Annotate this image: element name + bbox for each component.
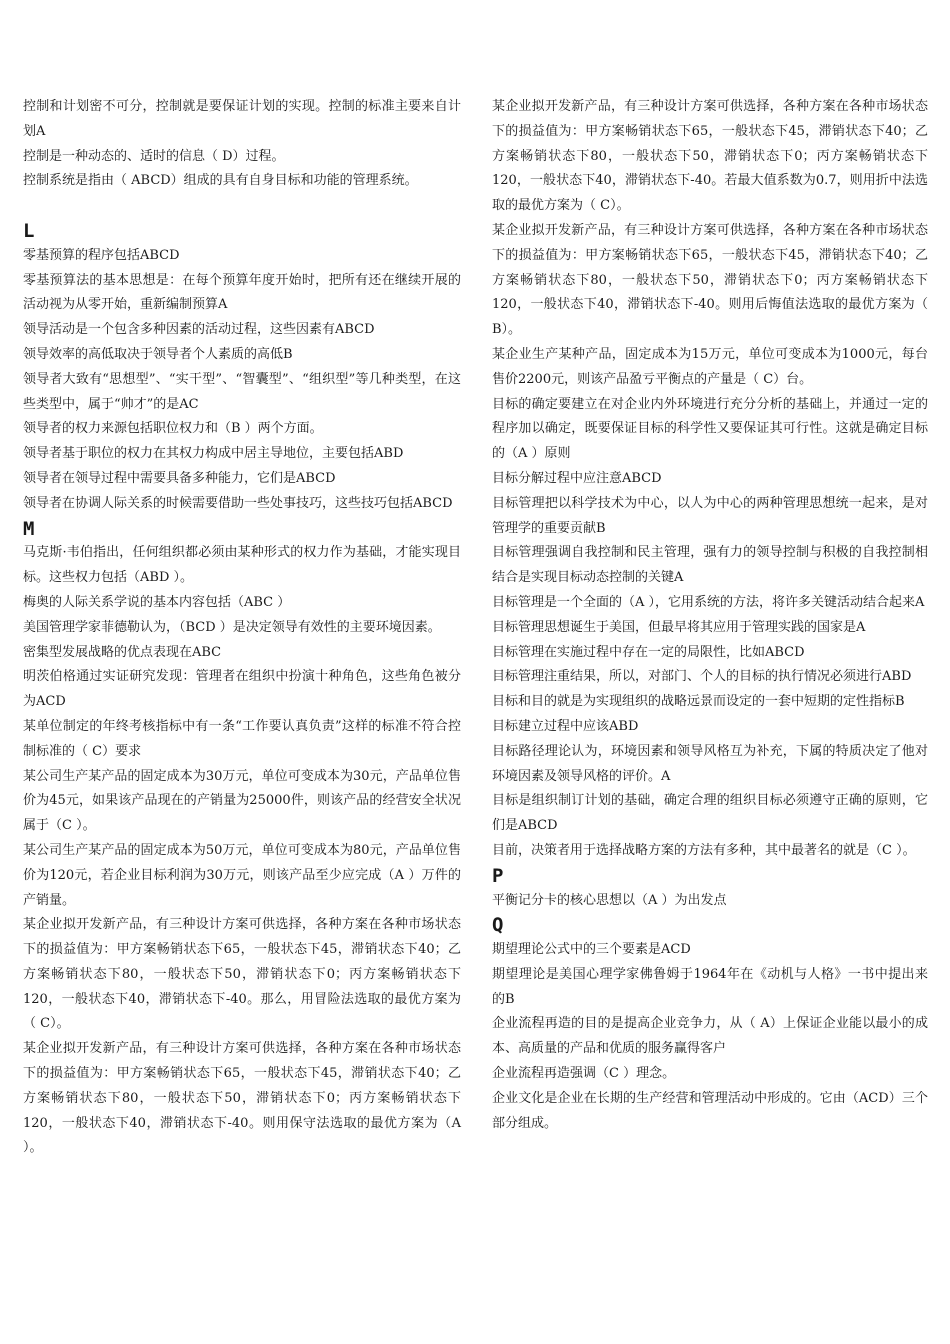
paragraph: 某企业拟开发新产品，有三种设计方案可供选择，各种方案在各种市场状态下的损益值为：甲方案畅销状态下65，一般状态下45，滞销状态下40；乙方案畅销状态下80，一般状态下50，滞销状态下0；丙方案畅销状态下120，一般状态下40，滞销状态下-40。则用后悔值法选取的最优方案为（ B）。 — [492, 222, 928, 338]
paragraph: 目标分解过程中应注意ABCD — [492, 470, 662, 486]
paragraph: 零基预算法的基本思想是：在每个预算年度开始时，把所有还在继续开展的活动视为从零开始，重新编制预算A — [23, 272, 461, 313]
paragraph: 期望理论公式中的三个要素是ACD — [492, 942, 691, 958]
paragraph: 控制系统是指由（ ABCD）组成的具有自身目标和功能的管理系统。 — [23, 173, 418, 189]
paragraph: 平衡记分卡的核心思想以（A ）为出发点 — [492, 892, 727, 908]
paragraph: 目标管理注重结果，所以，对部门、个人的目标的执行情况必须进行ABD — [492, 669, 912, 685]
paragraph: 明茨伯格通过实证研究发现：管理者在组织中扮演十种角色，这些角色被分为ACD — [23, 669, 461, 710]
paragraph: 密集型发展战略的优点表现在ABC — [23, 644, 222, 660]
section-letter-p: P — [492, 864, 504, 887]
paragraph: 零基预算的程序包括ABCD — [23, 247, 180, 263]
paragraph: 领导活动是一个包含多种因素的活动过程，这些因素有ABCD — [23, 322, 375, 338]
paragraph: 目标和目的就是为实现组织的战略远景而设定的一套中短期的定性指标B — [492, 694, 905, 710]
section-letter-l: L — [23, 219, 35, 242]
paragraph: 领导者在领导过程中需要具备多种能力，它们是ABCD — [23, 470, 336, 486]
paragraph: 梅奥的人际关系学说的基本内容包括（ABC ） — [23, 594, 291, 610]
paragraph: 目标管理思想诞生于美国，但最早将其应用于管理实践的国家是A — [492, 619, 866, 635]
paragraph: 目标建立过程中应该ABD — [492, 718, 639, 734]
paragraph: 某公司生产某产品的固定成本为50万元，单位可变成本为80元，产品单位售价为120元，若企业目标利润为30万元，则该产品至少应完成（A ）万件的产销量。 — [23, 842, 461, 908]
paragraph: 目标管理在实施过程中存在一定的局限性，比如ABCD — [492, 644, 805, 660]
paragraph: 控制和计划密不可分，控制就是要保证计划的实现。控制的标准主要来自计划A — [23, 99, 461, 139]
paragraph: 某单位制定的年终考核指标中有一条“工作要认真负责”这样的标准不符合控制标准的（ C）要求 — [23, 718, 461, 759]
left-column — [23, 95, 461, 1161]
paragraph: 领导效率的高低取决于领导者个人素质的高低B — [23, 346, 293, 362]
paragraph: 马克斯·韦伯指出，任何组织都必须由某种形式的权力作为基础，才能实现目标。这些权力包括（ABD ）。 — [23, 545, 461, 586]
paragraph: 期望理论是美国心理学家佛鲁姆于1964年在《动机与人格》一书中提出来的B — [492, 966, 928, 1007]
paragraph: 企业文化是企业在长期的生产经营和管理活动中形成的。它由（ACD）三个部分组成。 — [492, 1090, 928, 1131]
paragraph: 领导者基于职位的权力在其权力构成中居主导地位，主要包括ABD — [23, 446, 404, 462]
paragraph: 目前，决策者用于选择战略方案的方法有多种，其中最著名的就是（C ）。 — [492, 842, 916, 858]
paragraph: 领导者的权力来源包括职位权力和（B ）两个方面。 — [23, 421, 323, 437]
right-column — [492, 95, 928, 1136]
paragraph: 某企业生产某种产品，固定成本为15万元，单位可变成本为1000元，每台售价2200元，则该产品盈亏平衡点的产量是（ C）台。 — [492, 346, 928, 387]
paragraph: 目标是组织制订计划的基础，确定合理的组织目标必须遵守正确的原则，它们是ABCD — [492, 793, 928, 834]
paragraph: 领导者在协调人际关系的时候需要借助一些处事技巧，这些技巧包括ABCD — [23, 495, 453, 511]
paragraph: 目标路径理论认为，环境因素和领导风格互为补充，下属的特质决定了他对环境因素及领导风格的评价。A — [492, 743, 928, 784]
spacer — [23, 194, 461, 219]
paragraph: 美国管理学家菲德勒认为，（BCD ）是决定领导有效性的主要环境因素。 — [23, 619, 441, 635]
section-letter-q: Q — [492, 914, 504, 937]
paragraph: 某公司生产某产品的固定成本为30万元，单位可变成本为30元，产品单位售价为45元，如果该产品现在的产销量为25000件，则该产品的经营安全状况属于（C ）。 — [23, 768, 461, 834]
paragraph: 某企业拟开发新产品，有三种设计方案可供选择，各种方案在各种市场状态下的损益值为：甲方案畅销状态下65，一般状态下45，滞销状态下40；乙方案畅销状态下80，一般状态下50，滞销状态下0；丙方案畅销状态下120，一般状态下40，滞销状态下-40。若最大值系数为0.7，则用折中法选取的最优方案为（ C）。 — [492, 99, 928, 214]
paragraph: 领导者大致有“思想型”、“实干型”、“智囊型”、“组织型”等几种类型，在这些类型中，属于“帅才”的是AC — [23, 371, 461, 412]
paragraph: 目标管理是一个全面的（A ），它用系统的方法，将许多关键活动结合起来A — [492, 594, 925, 610]
paragraph: 企业流程再造强调（C ）理念。 — [492, 1066, 676, 1082]
paragraph: 目标的确定要建立在对企业内外环境进行充分分析的基础上，并通过一定的程序加以确定，既要保证目标的科学性又要保证其可行性。这就是确定目标的（A ）原则 — [492, 396, 928, 462]
paragraph: 目标管理把以科学技术为中心，以人为中心的两种管理思想统一起来，是对管理学的重要贡献B — [492, 495, 928, 536]
section-letter-m: M — [23, 517, 35, 540]
paragraph: 控制是一种动态的、适时的信息（ D）过程。 — [23, 148, 285, 164]
paragraph: 企业流程再造的目的是提高企业竞争力，从（ A）上保证企业能以最小的成本、高质量的产品和优质的服务赢得客户 — [492, 1016, 928, 1057]
paragraph: 某企业拟开发新产品，有三种设计方案可供选择，各种方案在各种市场状态下的损益值为：甲方案畅销状态下65，一般状态下45，滞销状态下40；乙方案畅销状态下80，一般状态下50，滞销状态下0；丙方案畅销状态下120，一般状态下40，滞销状态下-40。那么，用冒险法选取的最优方案为（ C）。 — [23, 917, 461, 1032]
paragraph: 某企业拟开发新产品，有三种设计方案可供选择，各种方案在各种市场状态下的损益值为：甲方案畅销状态下65，一般状态下45，滞销状态下40；乙方案畅销状态下80，一般状态下50，滞销状态下0；丙方案畅销状态下120，一般状态下40，滞销状态下-40。则用保守法选取的最优方案为（A ）。 — [23, 1041, 461, 1156]
paragraph: 目标管理强调自我控制和民主管理，强有力的领导控制与积极的自我控制相结合是实现目标动态控制的关键A — [492, 545, 928, 586]
